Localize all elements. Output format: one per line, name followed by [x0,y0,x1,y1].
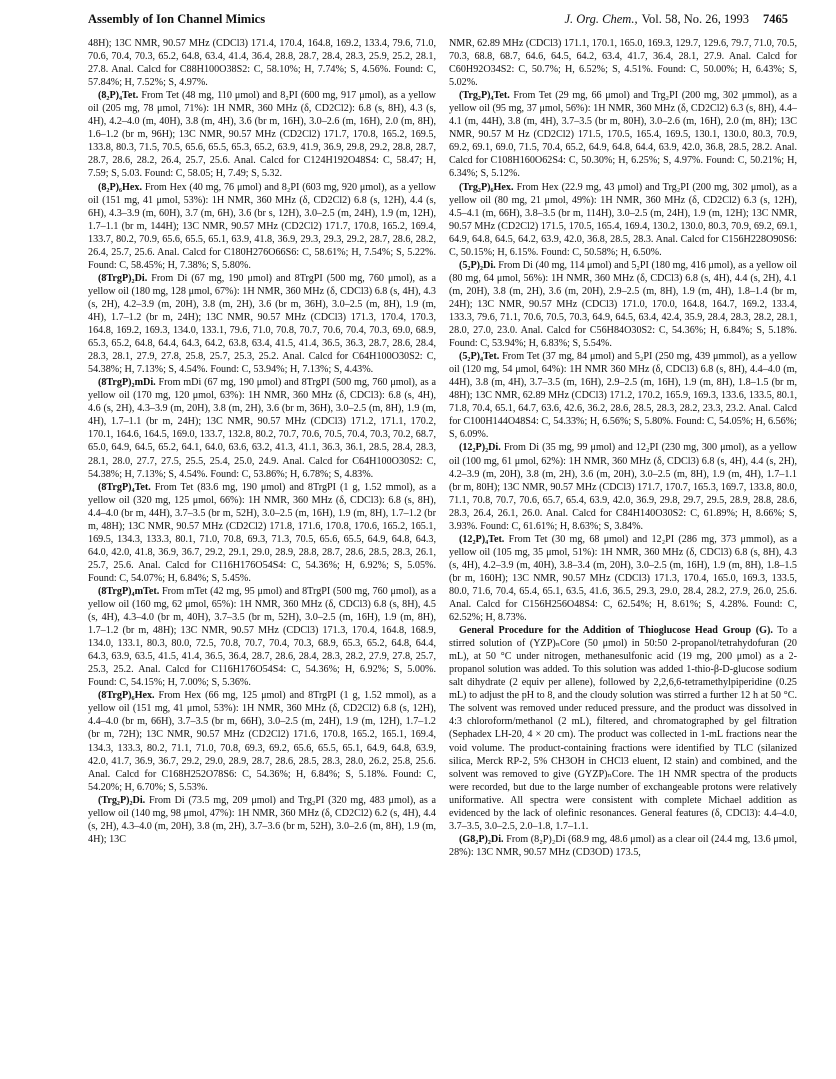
paragraph [449,441,797,532]
compound-heading: (8TrgP)₄Tet. [98,481,151,493]
paragraph-text: From Hex (40 mg, 76 μmol) and 8₂PI (603 mg, 920 μmol), as a yellow oil (151 mg, 41 μmol, 53%): 1H NMR, 360 MHz (δ, CD2Cl2) 6.8 (s, 12H), 4.4 (s, 6H), 4.3–3.9 (m, 60H), 3.7 (m, 6H), 3.6 (br s, 12H), 3.0–2.5 (m, 24H), 1.9 (m, 12H), 1.7–1.1 (br m, 144H); 13C NMR, 90.57 MHz (CD2Cl2) 171.7, 170.8, 165.2, 169.4, 133.7, 80.2, 70.9, 65.6, 65.5, 65.1, 63.9, 41.8, 36.9, 29.3, 29.3, 29.2, 28.7, 28.6, 28.2, 26.4, 25.7, 25.6. Anal. Calcd for C180H276O66S6: C, 58.61%; H, 7.54%; S, 5.22%. Found: C, 58.45%; H, 7.38%; S, 5.80%. [88,181,436,271]
left-column [88,37,436,846]
journal-citation [560,12,788,27]
paragraph-text: From Di (73.5 mg, 209 μmol) and Trg₂PI (320 mg, 483 μmol), as a yellow oil (140 mg, 98 μmol, 47%): 1H NMR, 360 MHz (δ, CD2Cl2) 6.2 (s, 4H), 4.4 (s, 2H), 4.3–4.0 (m, 20H), 3.8 (m, 2H), 3.7–3.6 (br m, 52H), 3.0–2.6 (m, 8H), 1.9 (m, 4H); 13C [88,794,436,845]
journal-name: J. Org. Chem., [564,12,638,26]
section-heading: General Procedure for the Addition of Thioglucose Head Group (G). [459,625,773,637]
paragraph [449,259,797,350]
paragraph-text: From Tet (37 mg, 84 μmol) and 5₂PI (250 mg, 439 μmmol), as a yellow oil (120 mg, 54 μmol, 64%): 1H NMR 360 MHz (δ, CDCl3) 6.8 (s, 8H), 4.4–4.0 (m, 44H), 3.8 (m, 4H), 3.7–3.5 (m, 16H), 2.9–2.5 (m, 16H), 1.9 (m, 8H), 1.8–1.5 (br m, 48H); 13C NMR, 62.89 MHz (CDCl3) 171.2, 170.2, 165.9, 169.3, 133.6, 133.5, 80.1, 71.8, 70.4, 65.1, 64.7, 63.6, 42.6, 36.2, 28.6, 28.5, 28.3, 28.2, 23.3, 23.2. Anal. Calcd for C100H144O48S4: C, 54.33%; H, 6.56%; S, 5.80%. Found: C, 54.05%; H, 6.56%; S, 6.09%. [449,351,797,441]
paragraph-text: From Hex (22.9 mg, 43 μmol) and Trg₂PI (200 mg, 302 μmol), as a yellow oil (80 mg, 21 μmol, 49%): 1H NMR, 360 MHz (δ, CD2Cl2) 6.3 (s, 12H), 4.5–4.1 (m, 66H), 3.8–3.5 (br m, 114H), 3.0–2.5 (m, 24H), 1.9 (m, 12H); 13C NMR, 90.57 MHz (CD2Cl2) 171.5, 170.5, 165.4, 169.4, 130.2, 130.0, 80.3, 70.9, 69.2, 69.1, 64.9, 64.8, 64.5, 64.2, 63.9, 42.0, 36.8, 28.5, 28.3. Anal. Calcd for C156H228O90S6: C, 50.15%; H, 6.15%. Found: C, 50.58%; H, 6.50%. [449,181,797,258]
compound-heading: (8₂P)₆Hex. [98,181,143,193]
paragraph [449,833,797,859]
compound-heading: (12₂P)₂Di. [459,442,501,454]
paragraph-text: From Tet (48 mg, 110 μmol) and 8₂PI (600 mg, 917 μmol), as a yellow oil (205 mg, 78 μmol, 71%): 1H NMR, 360 MHz (δ, CD2Cl2): 6.8 (s, 8H), 4.3 (s, 4H), 4.2–4.0 (m, 40H), 3.8 (m, 4H), 3.6 (br m, 16H), 3.0–2.6 (m, 16H), 2.0 (m, 8H), 1.6–1.2 (br m, 96H); 13C NMR, 90.57 MHz (CD2Cl2) 171.7, 170.8, 165.2, 169.5, 133.8, 80.3, 71.5, 70.5, 65.6, 65.5, 65.3, 65.2, 63.9, 41.9, 36.9, 29.8, 29.2, 28.8, 28.7, 28.7, 28.6, 28.2, 26.4, 25.7, 25.6. Anal. Calcd for C124H192O48S4: C, 58.47; H, 7.59; S, 5.03. Found: C, 58.05; H, 7.49; S, 5.32. [88,90,436,180]
paragraph-text: From Di (35 mg, 99 μmol) and 12₂PI (230 mg, 300 μmol), as a yellow oil (100 mg, 61 μmol, 62%): 1H NMR, 360 MHz (δ, CDCl3) 6.8 (s, 4H), 4.4 (s, 2H), 4.2–3.9 (m, 20H), 3.8 (m, 2H), 3.6 (m, 20H), 3.0–2.5 (m, 8H), 1.9 (m, 4H), 1.7–1.1 (br m, 80H); 13C NMR, 90.57 MHz (CDCl3) 171.7, 170.7, 165.3, 169.7, 133.8, 80.0, 71.1, 70.8, 70.7, 70.6, 65.7, 65.4, 63.9, 42.0, 36.9, 29.8, 29.7, 29.5, 28.9, 28.8, 28.6, 28.3, 26.4, 26.1, 26.0. Anal. Calcd for C84H140O30S2: C, 61.89%; H, 8.66%; S, 3.93%. Found: C, 61.61%; H, 8.63%; S, 3.84%. [449,442,797,532]
compound-heading: (8₂P)₄Tet. [98,90,139,102]
paragraph [449,350,797,441]
paragraph [88,37,436,89]
paragraph-text: From mTet (42 mg, 95 μmol) and 8TrgPI (500 mg, 760 μmol), as a yellow oil (160 mg, 62 μmol, 65%): 1H NMR, 360 MHz (δ, CDCl3) 6.8 (s, 8H), 4.5 (s, 4H), 4.3–4.0 (br m, 40H), 3.7–3.5 (br m, 52H), 3.0–2.5 (m, 16H), 1.9 (m, 8H), 1.7–1.2 (br m, 48H); 13C NMR, 90.57 MHz (CDCl3) 171.3, 170.4, 164.8, 168.9, 134.0, 133.1, 80.3, 80.0, 72.5, 70.8, 70.7, 70.4, 70.3, 68.9, 65.3, 65.2, 64.8, 64.4, 64.3, 63.9, 63.5, 41.5, 41.4, 36.5, 36.4, 28.7, 28.6, 28.4, 28.3, 28.2, 27.9, 27.8, 25.7, 25.3, 25.2. Anal. Calcd for C116H176O54S4: C, 54.36%; H, 6.92%; S, 5.00%. Found: C, 54.15%; H, 7.00%; S, 5.36%. [88,585,436,689]
paragraph [449,533,797,624]
paragraph-text: From Di (40 mg, 114 μmol) and 5₂PI (180 mg, 416 μmol), as a yellow oil (80 mg, 64 μmol, 56%): 1H NMR, 360 MHz (δ, CDCl3) 6.8 (s, 4H), 4.4 (s, 2H), 4.1 (m, 20H), 3.8 (m, 2H), 3.6 (m, 20H), 2.9–2.5 (m, 8H), 1.9 (m, 4H), 1.8–1.4 (br m, 24H); 13C NMR, 90.57 MHz (CDCl3) 171.0, 170.0, 164.8, 164.7, 169.2, 133.4, 133.3, 79.6, 71.1, 70.6, 70.5, 70.3, 64.9, 64.5, 63.4, 42.4, 35.9, 28.4, 28.3, 28.2, 28.1, 28.0, 27.0, 23.0. Anal. Calcd for C56H84O30S2: C, 54.36%; H, 6.84%; S, 5.18%. Found: C, 53.94%; H, 6.83%; S, 5.54%. [449,259,797,350]
paragraph [449,181,797,259]
paragraph [88,481,436,585]
paragraph [88,89,436,180]
journal-volume: Vol. 58, No. 26, 1993 [641,12,749,26]
compound-heading: (12₂P)₄Tet. [459,533,505,545]
compound-heading: (8TrgP)₆Hex. [98,690,155,702]
running-title: Assembly of Ion Channel Mimics [88,12,266,26]
paragraph [449,89,797,180]
paragraph-text: From Tet (30 mg, 68 μmol) and 12₂PI (286 mg, 373 μmmol), as a yellow oil (105 mg, 35 μmol, 51%): 1H NMR, 360 MHz (δ, CDCl3) 6.8 (s, 8H), 4.3 (s, 4H), 4.2–3.9 (m, 40H), 3.8–3.4 (m, 20H), 3.0–2.5 (m, 16H), 1.9 (m, 8H), 1.8–1.5 (br m, 160H); 13C NMR, 90.57 MHz (CDCl3) 171.3, 170.4, 165.0, 169.3, 133.5, 80.0, 71.6, 70.4, 65.4, 65.1, 63.5, 41.6, 36.5, 29.3, 29.0, 28.4, 28.2, 27.9, 26.0, 25.6. Anal. Calcd for C156H256O48S4: C, 62.54%; H, 8.61%; S, 4.28%. Found: C, 62.52%; H, 8.73%. [449,533,797,624]
paragraph [449,37,797,89]
paragraph-text: NMR, 62.89 MHz (CDCl3) 171.1, 170.1, 165.0, 169.3, 129.7, 129.6, 79.7, 71.0, 70.5, 70.3, 68.8, 68.7, 64.6, 64.5, 64.2, 63.4, 41.7, 36.4, 28.1, 27.9. Anal. Calcd for C60H92O34S2: C, 50.7%; H, 6.52%; S, 4.51%. Found: C, 50.00%; H, 6.43%; S, 5.02%. [449,38,797,89]
paragraph-text: 48H); 13C NMR, 90.57 MHz (CDCl3) 171.4, 170.4, 164.8, 169.2, 133.4, 79.6, 71.0, 70.6, 70.4, 70.3, 65.2, 64.8, 63.4, 41.4, 36.4, 28.8, 28.7, 28.4, 28.3, 25.9, 25.2, 28.1, 27.8. Anal. Calcd for C88H100O38S2: C, 58.10%; H, 7.74%; S, 4.56%. Found: C, 57.84%; H, 7.52%; S, 4.97%. [88,38,436,89]
paragraph [88,585,436,689]
compound-heading: (Trg₂P)₄Tet. [459,90,510,102]
paragraph-text: From Di (67 mg, 190 μmol) and 8TrgPI (500 mg, 760 μmol), as a yellow oil (180 mg, 128 μmol, 67%): 1H NMR, 360 MHz (δ, CDCl3) 6.8 (s, 4H), 4.3 (s, 2H), 4.2–3.9 (m, 20H), 3.8 (m, 2H), 3.6 (br m, 36H), 3.0–2.5 (m, 8H), 1.9 (m, 4H), 1.7–1.2 (br m, 24H); 13C NMR, 90.57 MHz (CDCl3) 171.3, 170.4, 170.3, 164.8, 169.2, 169.3, 134.0, 133.1, 79.6, 71.0, 70.8, 70.7, 70.6, 70.4, 70.3, 69.0, 68.9, 65.3, 65.2, 64.8, 64.4, 64.3, 64.2, 63.8, 63.4, 41.5, 41.4, 36.5, 36.3, 28.7, 28.6, 28.4, 28.3, 28.1, 27.9, 27.8, 25.8, 25.7, 25.3, 25.2. Anal. Calcd for C64H100O30S2: C, 54.38%; H, 7.13%; S, 4.54%. Found: C, 53.94%; H, 7.13%; S, 4.43%. [88,272,436,376]
paragraph-text: To a stirred solution of (YZP)ₙCore (50 μmol) in 50:50 2-propanol/tetrahydofuran (20 mL), at 50 °C under nitrogen, methanesulfonic acid (19 mg, 200 μmol) as a 2-propanol solution was added. To this solution was added 1-thio-β-D-glucose sodium salt dihydrate (2 equiv per allene), followed by 2,2,6,6-tetramethylpiperidine (0.25 mL) to adjust the pH to 8, and the cloudy solution was stirred a further 12 h at 50 °C. The solvent was removed under reduced pressure, and the product was dissolved in 4:3 chloroform/methanol (2 mL), filtered, and chromatographed by gel filtration (Sephadex LH-20, 4 × 20 cm). The product was collected in 1-mL fractions near the void volume. The product-containing fractions were identified by TLC (silanized silica, Merck RP-2, 5% CH3OH in CHCl3 eluent, I2 stain) and combined, and the solvent was removed to give (GYZP)ₙCore. The 1H NMR spectra of the products were recorded, but due to the large number of exchangeable protons were relatively uniformative. All spectra were consistent with complete Michael addition as evidenced by the lack of olefinic resonances. General features (δ, CDCl3): 4.4–4.0, 3.7–3.5, 3.0–2.5, 2.0–1.8, 1.7–1.1. [449,625,797,832]
paragraph [449,624,797,833]
page-number: 7465 [763,12,788,26]
compound-heading: (Trg₂P)₆Hex. [459,181,514,193]
compound-heading: (8TrgP)₂Di. [98,272,148,284]
compound-heading: (Trg₂P)₂Di. [98,794,146,806]
page-header [88,12,788,34]
paragraph-text: From (8₂P)₂Di (68.9 mg, 48.6 μmol) as a clear oil (24.4 mg, 13.6 μmol, 28%): 13C NMR, 90.57 MHz (CD3OD) 173.5, [449,833,797,858]
paragraph [88,376,436,480]
paragraph [88,181,436,272]
paragraph [88,794,436,846]
paragraph-text: From Tet (83.6 mg, 190 μmol) and 8TrgPI (1 g, 1.52 mmol), as a yellow oil (320 mg, 125 μmol, 66%): 1H NMR, 360 MHz (δ, CDCl3): 6.8 (s, 8H), 4.4–4.0 (br m, 44H), 3.7–3.5 (br m, 52H), 3.0–2.5 (m, 16H), 1.9 (m, 8H), 1.7–1.2 (br m, 48H); 13C NMR, 90.57 MHz (CD2Cl2) 171.8, 171.6, 170.8, 170.6, 165.2, 165.1, 169.5, 134.3, 133.3, 80.1, 71.0, 70.8, 69.3, 71.3, 70.5, 65.6, 65.5, 64.9, 64.8, 64.3, 64.0, 42.0, 41.8, 36.9, 36.7, 29.2, 29.1, 29.0, 28.9, 28.8, 28.7, 28.6, 28.5, 28.3, 26.1, 25.7, 25.6. Anal. Calcd for C116H176O54S4: C, 54.36%; H, 6.92%; S, 5.05%. Found: C, 54.07%; H, 6.84%; S, 5.45%. [88,481,436,584]
right-column [449,37,797,859]
paragraph-text: From Tet (29 mg, 66 μmol) and Trg₂PI (200 mg, 302 μmmol), as a yellow oil (95 mg, 37 μmol, 56%): 1H NMR, 360 MHz (δ, CD2Cl2) 6.3 (s, 8H), 4.4–4.1 (m, 44H), 3.8 (m, 4H), 3.7–3.5 (br m, 80H), 3.0–2.6 (m, 16H), 2.0 (m, 8H); 13C NMR, 90.57 M Hz (CD2Cl2) 171.5, 170.5, 165.4, 169.5, 130.1, 130.0, 80.3, 70.9, 69.2, 69.1, 69.0, 71.5, 70.4, 65.2, 64.9, 64.8, 64.4, 63.9, 42.0, 36.8, 28.5, 28.2. Anal. Calcd for C108H160O62S4: C, 50.30%; H, 6.25%; S, 4.97%. Found: C, 50.21%; H, 6.34%; S, 5.12%. [449,90,797,180]
paragraph-text: From mDi (67 mg, 190 μmol) and 8TrgPI (500 mg, 760 μmol), as a yellow oil (170 mg, 120 μmol, 63%): 1H NMR, 360 MHz (δ, CDCl3): 6.8 (s, 4H), 4.6 (s, 2H), 4.3–3.9 (m, 20H), 3.8 (m, 2H), 3.6 (br m, 36H), 3.0–2.5 (m, 8H), 1.9 (m, 4H), 1.7–1.1 (br m, 24H); 13C NMR, 90.57 MHz (CDCl3) 171.2, 171.1, 170.2, 170.1, 164.6, 164.5, 169.0, 133.7, 132.8, 80.2, 70.7, 70.6, 70.5, 70.4, 70.3, 70.2, 68.7, 65.0, 64.9, 64.5, 65.2, 64.1, 64.0, 63.6, 63.2, 41.3, 41.1, 36.3, 36.1, 28.5, 28.4, 28.3, 28.1, 28.0, 27.7, 27.5, 25.5, 25.4, 25.0, 24.9. Anal. Calcd for C64H100O30S2: C, 54.38%; H, 7.13%; S, 4.54%. Found: C, 53.86%; H, 6.78%; S, 4.83%. [88,377,436,480]
compound-heading: (5₂P)₄Tet. [459,351,500,363]
compound-heading: (5₂P)₂Di. [459,259,496,271]
compound-heading: (8TrgP)₄mTet. [98,585,160,597]
compound-heading: (G8₂P)₂Di. [459,833,504,845]
compound-heading: (8TrgP)₂mDi. [98,377,156,389]
paragraph-text: From Hex (66 mg, 125 μmol) and 8TrgPI (1 g, 1.52 mmol), as a yellow oil (151 mg, 41 μmol, 53%): 1H NMR, 360 MHz (δ, CD2Cl2) 6.8 (s, 12H), 4.4–4.0 (br m, 66H), 3.7–3.5 (br m, 66H), 3.0–2.5 (m, 24H), 1.9 (m, 12H), 1.7–1.2 (br m, 72H); 13C NMR, 90.57 MHz (CD2Cl2) 171.6, 170.8, 165.2, 165.1, 169.4, 134.3, 133.3, 80.2, 71.1, 71.0, 70.8, 69.3, 69.2, 65.6, 65.5, 65.1, 64.9, 64.8, 63.9, 42.0, 41.7, 36.9, 36.7, 29.2, 29.0, 28.9, 28.7, 28.6, 28.5, 28.3, 28.0, 26.2, 25.8, 25.6. Anal. Calcd for C168H252O78S6: C, 54.36%; H, 6.84%; S, 5.18%. Found: C, 54.20%; H, 6.70%; S, 5.53%. [88,690,436,793]
paragraph [88,272,436,376]
paragraph [88,689,436,793]
